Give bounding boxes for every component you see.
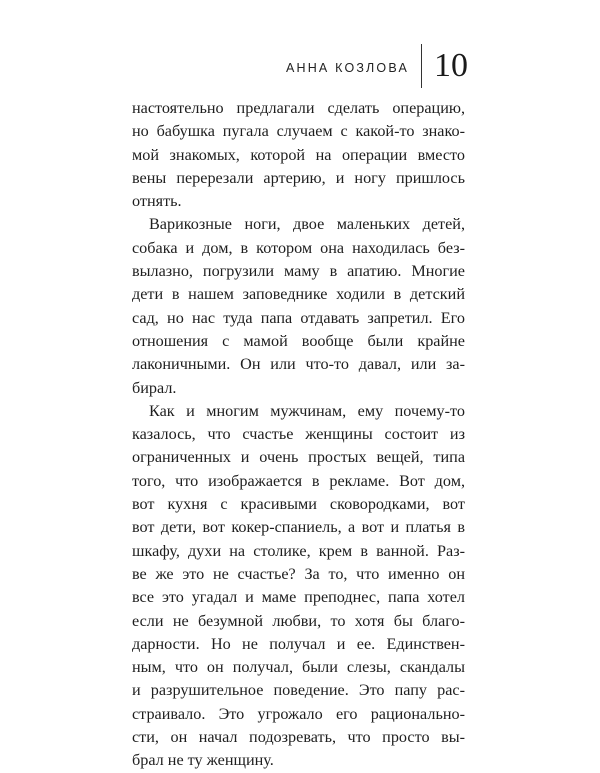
- text-line: вылазно, погрузили маму в апатию. Многие: [132, 262, 465, 281]
- text-line: все это угадал и маме преподнес, папа хотел: [132, 588, 465, 607]
- header-divider: [421, 44, 422, 88]
- text-line: казалось, что счастье женщины состоит из: [132, 425, 465, 444]
- text-line: ограниченных и очень простых вещей, типа: [132, 448, 465, 467]
- text-line: Варикозные ноги, двое маленьких детей,: [149, 215, 465, 234]
- text-line: вены перерезали артерию, и ногу пришлось: [132, 168, 465, 187]
- text-line: дарности. Но не получал и ее. Единствен-: [132, 634, 465, 653]
- text-line: вот дети, вот кокер-спаниель, а вот и платья в: [132, 518, 465, 537]
- body-text: [132, 97, 465, 773]
- text-line: лаконичными. Он или что-то давал, или за-: [132, 355, 465, 374]
- text-line: мой знакомых, которой на операции вместо: [132, 145, 465, 164]
- text-line: но бабушка пугала случаем с какой-то знако-: [132, 122, 465, 141]
- text-line: если не безумной любви, то хотя бы благо-: [132, 611, 465, 630]
- text-line: дети в нашем заповеднике ходили в детский: [132, 285, 465, 304]
- text-line: вот кухня с красивыми сковородками, вот: [132, 495, 465, 514]
- text-line: отнять.: [132, 192, 182, 211]
- text-line: настоятельно предлагали сделать операцию,: [132, 99, 465, 117]
- text-line: сад, но нас туда папа отдавать запретил. Его: [132, 308, 465, 327]
- text-line: страивало. Это угрожало его рационально-: [132, 704, 465, 723]
- text-line: шкафу, духи на столике, крем в ванной. Раз-: [132, 541, 465, 560]
- text-line: ве же это не счастье? За то, что именно он: [132, 564, 465, 583]
- text-line: бирал.: [132, 378, 177, 397]
- text-line: Как и многим мужчинам, ему почему-то: [149, 401, 465, 420]
- text-line: отношения с мамой вообще были крайне: [132, 331, 465, 350]
- text-line: брал не ту женщину.: [132, 751, 274, 770]
- page-number: 10: [434, 47, 468, 84]
- text-line: того, что изображается в рекламе. Вот дом,: [132, 471, 465, 490]
- text-line: собака и дом, в котором она находилась без-: [132, 238, 465, 257]
- text-line: ным, что он получал, были слезы, скандалы: [132, 658, 465, 677]
- running-head: [286, 44, 468, 88]
- text-line: и разрушительное поведение. Это папу рас-: [132, 681, 465, 700]
- author-name: АННА КОЗЛОВА: [285, 61, 409, 75]
- text-line: сти, он начал подозревать, что просто вы-: [132, 728, 465, 747]
